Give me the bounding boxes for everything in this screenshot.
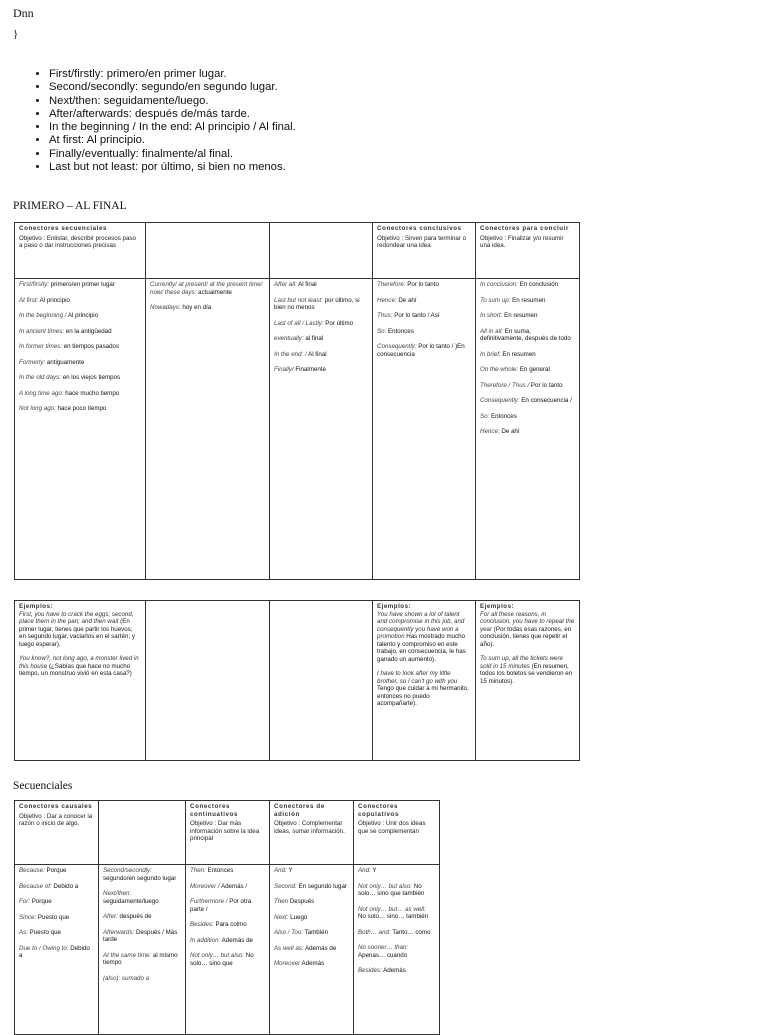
connector-entry bbox=[19, 883, 94, 891]
connector-term: In the old days: bbox=[19, 374, 61, 381]
connector-term: Both… and: bbox=[358, 928, 391, 936]
connector-meaning: Al final bbox=[306, 350, 327, 358]
example-english: To sum up, all the tickets were sold in 15 minutes bbox=[480, 655, 563, 670]
connector-entry bbox=[377, 297, 471, 305]
connector-meaning: Además bbox=[300, 960, 325, 967]
connectors-row bbox=[15, 865, 440, 1035]
connector-term: Finally/ bbox=[274, 366, 294, 373]
connector-cell bbox=[354, 865, 440, 1035]
connector-entry bbox=[103, 952, 181, 967]
connector-term: After: bbox=[103, 913, 118, 920]
example-translation: Tengo que cuidar a mi hermanito, entonces no puedo acompañarte). bbox=[377, 685, 469, 707]
column-heading: Conectores copulativos bbox=[358, 803, 399, 818]
header-cell bbox=[146, 223, 270, 279]
column-objective: Objetivo : Unir dos ideas que se complementan bbox=[358, 820, 426, 835]
connector-meaning: Luego bbox=[288, 913, 308, 921]
column-heading: Conectores secuenciales bbox=[19, 225, 108, 232]
connector-term: At the same time: bbox=[103, 951, 152, 959]
connector-term: Moreover / bbox=[190, 882, 220, 890]
connector-term: Not long ago: bbox=[19, 405, 56, 412]
connector-term: In the end: / bbox=[274, 350, 307, 358]
connector-entry bbox=[19, 390, 141, 398]
connector-meaning: Entonces bbox=[489, 412, 517, 420]
connector-meaning: primero/en primer lugar bbox=[48, 281, 115, 288]
connector-term: Besides: bbox=[358, 967, 382, 974]
connector-meaning: Al final bbox=[296, 281, 317, 288]
header-cell bbox=[15, 801, 99, 865]
bullet-item: • Last but not least: por último, si bien no menos. bbox=[49, 161, 296, 174]
connector-meaning: Finalmente bbox=[293, 366, 326, 373]
connector-meaning: En resumen bbox=[500, 350, 536, 358]
example-translation: (Por todas esas razones, en conclusión, tienes que repetir el año). bbox=[480, 625, 572, 648]
connector-meaning: en la antigüedad bbox=[64, 327, 112, 335]
connector-entry bbox=[358, 906, 435, 921]
column-heading: Conectores conclusivos bbox=[377, 225, 462, 232]
header-cell bbox=[270, 223, 373, 279]
connector-meaning: Para colmo bbox=[213, 921, 247, 928]
column-objective: Objetivo : Sirven para terminar o redondear una idea bbox=[377, 234, 467, 249]
connector-meaning: segundo/en segundo lugar bbox=[103, 874, 177, 882]
examples-label: Ejemplos: bbox=[377, 603, 412, 610]
connector-meaning: En consecuencia / bbox=[519, 397, 572, 404]
bullet-item: • Next/then: seguidamente/luego. bbox=[49, 95, 296, 108]
header-brace: } bbox=[13, 28, 19, 40]
header-text: Dnn bbox=[13, 6, 34, 20]
connector-term: In the beginning / bbox=[19, 312, 67, 319]
connector-meaning: Porque bbox=[44, 867, 67, 874]
connector-entry bbox=[19, 312, 141, 320]
connector-term: Next/then: bbox=[103, 890, 132, 897]
connector-meaning: Debido a bbox=[19, 944, 90, 959]
connector-cell bbox=[99, 865, 186, 1035]
connector-entry bbox=[190, 937, 265, 945]
connector-meaning: Entonces bbox=[386, 327, 414, 335]
connector-meaning: actualmente bbox=[196, 288, 232, 296]
connector-term: On the whole: bbox=[480, 366, 519, 373]
connector-meaning: Además de bbox=[220, 936, 253, 944]
connector-term: Consequently: bbox=[377, 343, 417, 350]
connector-term: In addition: bbox=[190, 936, 221, 944]
header-cell bbox=[476, 223, 580, 279]
connector-entry bbox=[150, 304, 265, 312]
column-objective: Objetivo : Dar más información sobre la idea principal bbox=[190, 820, 260, 842]
connector-entry bbox=[274, 914, 349, 922]
examples-label: Ejemplos: bbox=[19, 603, 54, 610]
connector-term: Furthermore / bbox=[190, 898, 228, 905]
connector-entry bbox=[358, 944, 435, 959]
connector-entry bbox=[274, 898, 349, 906]
connector-cell bbox=[15, 865, 99, 1035]
sequential-connectors-table-2 bbox=[14, 800, 440, 1035]
header-cell bbox=[186, 801, 270, 865]
examples-table bbox=[14, 600, 580, 761]
connector-term: In former times: bbox=[19, 343, 62, 350]
connector-meaning: Al principio bbox=[66, 312, 99, 319]
connector-entry bbox=[480, 366, 575, 374]
column-objective: Objetivo : Dar a conocer la razón o inicio de algo. bbox=[19, 812, 93, 827]
connector-term: In short: bbox=[480, 312, 503, 319]
connector-term: And: bbox=[274, 867, 287, 874]
connector-entry bbox=[480, 312, 575, 320]
bullet-item: • Second/secondly: segundo/en segundo lugar. bbox=[49, 81, 296, 94]
connector-term: No sooner… than: bbox=[358, 944, 409, 951]
connector-entry bbox=[103, 867, 181, 882]
connector-meaning: hace mucho tiempo bbox=[63, 389, 120, 397]
connector-meaning: Por lo tanto / )En consecuencia bbox=[377, 343, 465, 358]
example-paragraph bbox=[377, 611, 471, 664]
column-objective: Objetivo : Finalizar y/o resumir una idea. bbox=[480, 234, 564, 249]
connector-meaning: En conclusión bbox=[517, 281, 559, 288]
connector-entry bbox=[274, 351, 368, 359]
connector-meaning: Debido a bbox=[51, 882, 79, 890]
header-cell bbox=[270, 801, 354, 865]
header-row bbox=[15, 801, 440, 865]
connector-entry bbox=[103, 929, 181, 944]
connector-term: Second: bbox=[274, 882, 297, 890]
connector-term: Last of all / Lastly: bbox=[274, 319, 324, 327]
connector-term: As: bbox=[19, 929, 28, 936]
connector-meaning: Entonces bbox=[205, 867, 234, 874]
connector-entry bbox=[103, 913, 181, 921]
connector-term: All in all: bbox=[480, 327, 504, 335]
example-cell bbox=[373, 601, 476, 761]
connector-meaning: Por lo tanto / Así bbox=[392, 312, 440, 319]
connector-term: In conclusion: bbox=[480, 281, 518, 288]
connector-entry bbox=[19, 914, 94, 922]
connector-meaning: Al principio bbox=[38, 296, 70, 304]
connector-term: Then: bbox=[190, 867, 206, 874]
connector-term: Currently/ at present/ at the present time/ now/ these days: bbox=[150, 281, 263, 296]
connector-term: Hence: bbox=[377, 296, 397, 304]
connector-cell bbox=[476, 279, 580, 580]
connector-entry bbox=[150, 281, 265, 296]
header-row bbox=[15, 223, 580, 279]
connector-meaning: En general bbox=[518, 366, 550, 373]
bullet-item: • Finally/eventually: finalmente/al final. bbox=[49, 148, 296, 161]
example-english: First, you have to crack the eggs; second, place them in the pan; and then wait bbox=[19, 610, 134, 625]
example-paragraph bbox=[19, 655, 141, 678]
connector-term: Not only… but… as well: bbox=[358, 905, 426, 913]
connector-term: As well as: bbox=[274, 944, 304, 952]
column-heading: Conectores para concluir bbox=[480, 225, 570, 232]
connector-meaning: Tanto… como bbox=[390, 928, 431, 936]
connector-entry bbox=[19, 374, 141, 382]
example-paragraph bbox=[480, 611, 575, 649]
connector-entry bbox=[274, 867, 349, 875]
example-translation: Has mostrado mucho talento y compromiso en este trabajo, en consecuencia, le has ganado un aumento). bbox=[377, 633, 466, 663]
connector-meaning: En suma, definitivamente, después de todo bbox=[480, 327, 571, 342]
header-cell bbox=[354, 801, 440, 865]
connector-term: So: bbox=[377, 327, 387, 335]
connector-term: At first: bbox=[19, 296, 39, 304]
examples-label: Ejemplos: bbox=[480, 603, 515, 610]
connector-meaning: No solo… sino que bbox=[190, 952, 254, 967]
section-title-primero-al-final: PRIMERO – AL FINAL bbox=[13, 200, 127, 212]
header-cell bbox=[373, 223, 476, 279]
connector-term: Second/secondly: bbox=[103, 867, 152, 874]
column-heading: Conectores continuativos bbox=[190, 803, 239, 818]
connector-meaning: Apenas… cuando bbox=[358, 951, 408, 959]
header-cell bbox=[15, 223, 146, 279]
example-english: For all these reasons, in conclusion, you have to repeat the year bbox=[480, 610, 575, 633]
connector-term: Because of: bbox=[19, 882, 52, 890]
connector-meaning: Y bbox=[286, 867, 293, 874]
example-english: I have to look after my little brother, so I can't go with you bbox=[377, 670, 458, 685]
connector-term: To sum up: bbox=[480, 296, 511, 304]
column-objective: Objetivo : Enlistar, describir procesos paso a paso o dar instrucciones precisas bbox=[19, 234, 136, 249]
connectors-bullet-list bbox=[30, 68, 296, 174]
connector-cell bbox=[146, 279, 270, 580]
connector-meaning: Por lo tanto bbox=[405, 281, 439, 288]
bullet-item: • In the beginning / In the end: Al principio / Al final. bbox=[49, 121, 296, 134]
connector-meaning: Además de bbox=[303, 944, 337, 952]
connector-meaning: Puesto que bbox=[36, 913, 70, 921]
column-heading: Conectores de adición bbox=[274, 803, 325, 818]
connector-entry bbox=[274, 297, 368, 312]
connector-entry bbox=[190, 867, 265, 875]
connector-entry bbox=[377, 281, 471, 289]
connector-cell bbox=[186, 865, 270, 1035]
connector-term: Not only… but also: bbox=[358, 882, 412, 890]
connector-entry bbox=[274, 960, 349, 968]
connector-entry bbox=[480, 281, 575, 289]
connector-entry bbox=[358, 929, 435, 937]
connector-term: For: bbox=[19, 898, 31, 905]
connector-term: And: bbox=[358, 867, 371, 874]
connector-meaning: Después / Más tarde bbox=[103, 928, 178, 943]
connector-term: Nowadays: bbox=[150, 304, 181, 311]
connector-term: Then bbox=[274, 898, 289, 905]
bullet-item: • First/firstly: primero/en primer lugar. bbox=[49, 68, 296, 81]
connector-term: Also / Too: bbox=[274, 929, 304, 936]
connector-entry bbox=[274, 335, 368, 343]
connector-meaning: En segundo lugar bbox=[296, 882, 347, 890]
connector-meaning: Por lo tanto bbox=[529, 381, 563, 389]
connector-entry bbox=[377, 343, 471, 358]
connector-entry bbox=[274, 883, 349, 891]
connector-term: Therefore: bbox=[377, 281, 406, 288]
example-translation: (En resumen, todos los boletos se vendieron en 15 minutos). bbox=[480, 662, 573, 685]
connector-entry bbox=[103, 890, 181, 905]
example-cell bbox=[15, 601, 146, 761]
connector-meaning: al mismo tiempo bbox=[103, 951, 178, 966]
example-cell bbox=[146, 601, 270, 761]
connector-meaning: después de bbox=[117, 913, 152, 920]
example-translation: (En primer lugar, tienes que partir los huevos; en segundo lugar, vaciarlos en el sartén; y luego esperar). bbox=[19, 618, 135, 648]
connector-term: In ancient times: bbox=[19, 327, 65, 335]
connector-term: Moreover bbox=[274, 960, 301, 967]
connector-entry bbox=[19, 343, 141, 351]
header-cell bbox=[99, 801, 186, 865]
connector-entry bbox=[480, 297, 575, 305]
connector-term: (also): sumado a bbox=[103, 974, 150, 982]
connector-entry bbox=[274, 945, 349, 953]
bullet-item: • At first: Al principio. bbox=[49, 134, 296, 147]
connector-entry bbox=[274, 281, 368, 289]
connector-entry bbox=[358, 867, 435, 875]
example-cell bbox=[476, 601, 580, 761]
example-english: You know?, not long ago, a monster lived in this house bbox=[19, 655, 139, 670]
connector-term: First/firstly: bbox=[19, 281, 49, 288]
connector-meaning: No solo… sino… también bbox=[358, 913, 429, 920]
sequential-connectors-table bbox=[14, 222, 580, 580]
connectors-row bbox=[15, 279, 580, 580]
connector-term: Since: bbox=[19, 913, 37, 921]
connector-meaning: En resumen bbox=[510, 296, 546, 304]
connector-entry bbox=[480, 413, 575, 421]
connector-entry bbox=[358, 883, 435, 898]
connector-meaning: Además / bbox=[219, 882, 248, 890]
connector-entry bbox=[19, 898, 94, 906]
connector-entry bbox=[190, 898, 265, 913]
connector-meaning: De ahí bbox=[396, 296, 417, 304]
connector-entry bbox=[19, 359, 141, 367]
connector-term: Not only… but also: bbox=[190, 952, 244, 959]
bullet-item: • After/afterwards: después de/más tarde. bbox=[49, 108, 296, 121]
connector-entry bbox=[274, 366, 368, 374]
connector-meaning: hace poco tiempo bbox=[55, 405, 107, 412]
column-objective: Objetivo : Complementar ideas, sumar información. bbox=[274, 820, 345, 835]
examples-row bbox=[15, 601, 580, 761]
connector-entry bbox=[19, 281, 141, 289]
connector-term: Besides: bbox=[190, 921, 214, 928]
connector-entry bbox=[19, 328, 141, 336]
connector-entry bbox=[190, 883, 265, 891]
section-title-secuenciales: Secuenciales bbox=[13, 780, 73, 792]
connector-entry bbox=[480, 328, 575, 343]
connector-cell bbox=[373, 279, 476, 580]
connector-term: Due to / Owing to: bbox=[19, 944, 69, 952]
connector-meaning: antiguamente bbox=[45, 358, 85, 366]
connector-cell bbox=[270, 865, 354, 1035]
example-translation: (¿Sabías que hace no mucho tiempo, un monstruo vivió en esta casa?) bbox=[19, 662, 132, 677]
connector-term: Last but not least: bbox=[274, 296, 323, 304]
connector-term: A long time ago: bbox=[19, 389, 64, 397]
connector-meaning: También bbox=[303, 929, 329, 936]
connector-meaning: De ahí bbox=[499, 428, 520, 435]
connector-meaning: al final bbox=[303, 335, 324, 342]
connector-term: Formerly: bbox=[19, 358, 46, 366]
connector-term: Because: bbox=[19, 867, 45, 874]
connector-meaning: Además bbox=[381, 967, 406, 974]
connector-cell bbox=[270, 279, 373, 580]
connector-entry bbox=[19, 867, 94, 875]
connector-meaning: Porque bbox=[30, 898, 52, 905]
connector-entry bbox=[190, 952, 265, 967]
connector-entry bbox=[377, 312, 471, 320]
connector-meaning: por último, si bien no menos bbox=[274, 296, 360, 311]
connector-meaning: en los viejos tiempos bbox=[60, 374, 121, 381]
connector-entry bbox=[19, 405, 141, 413]
connector-meaning: No solo… sino que también bbox=[358, 882, 425, 897]
connector-entry bbox=[358, 967, 435, 975]
connector-term: Hence: bbox=[480, 428, 500, 435]
connector-term: Next: bbox=[274, 913, 289, 921]
connector-term: Afterwards: bbox=[103, 928, 135, 936]
column-heading: Conectores causales bbox=[19, 803, 93, 810]
connector-term: After all: bbox=[274, 281, 297, 288]
example-paragraph bbox=[480, 655, 575, 685]
connector-meaning: en tiempos pasados bbox=[61, 343, 120, 350]
connector-term: In brief: bbox=[480, 350, 501, 358]
connector-term: Consequently: bbox=[480, 397, 520, 404]
example-paragraph bbox=[19, 611, 141, 649]
connector-entry bbox=[480, 397, 575, 405]
example-cell bbox=[270, 601, 373, 761]
connector-term: So: bbox=[480, 412, 490, 420]
connector-meaning: Después bbox=[288, 898, 315, 905]
connector-cell bbox=[15, 279, 146, 580]
connector-meaning: hoy en día bbox=[180, 304, 212, 311]
connector-entry bbox=[19, 945, 94, 960]
connector-entry bbox=[274, 929, 349, 937]
connector-entry bbox=[480, 428, 575, 436]
connector-entry bbox=[19, 297, 141, 305]
connector-entry bbox=[103, 975, 181, 983]
connector-meaning: Por otra parte / bbox=[190, 898, 252, 913]
connector-entry bbox=[480, 382, 575, 390]
connector-entry bbox=[190, 921, 265, 929]
connector-term: Therefore / Thus / bbox=[480, 381, 530, 389]
connector-entry bbox=[480, 351, 575, 359]
connector-entry bbox=[19, 929, 94, 937]
example-english: You have shown a lot of talent and compromise in this job, and consequently you have won a promotion bbox=[377, 610, 465, 640]
connector-meaning: En resumen bbox=[502, 312, 538, 319]
connector-term: eventually: bbox=[274, 335, 304, 342]
connector-meaning: Por último bbox=[323, 319, 354, 327]
connector-meaning: Puesto que bbox=[27, 929, 61, 936]
connector-term: Thus: bbox=[377, 312, 393, 319]
connector-meaning: Y bbox=[370, 867, 377, 874]
connector-entry bbox=[274, 320, 368, 328]
example-paragraph bbox=[377, 670, 471, 708]
connector-entry bbox=[377, 328, 471, 336]
connector-meaning: seguidamente/luego bbox=[103, 897, 159, 905]
